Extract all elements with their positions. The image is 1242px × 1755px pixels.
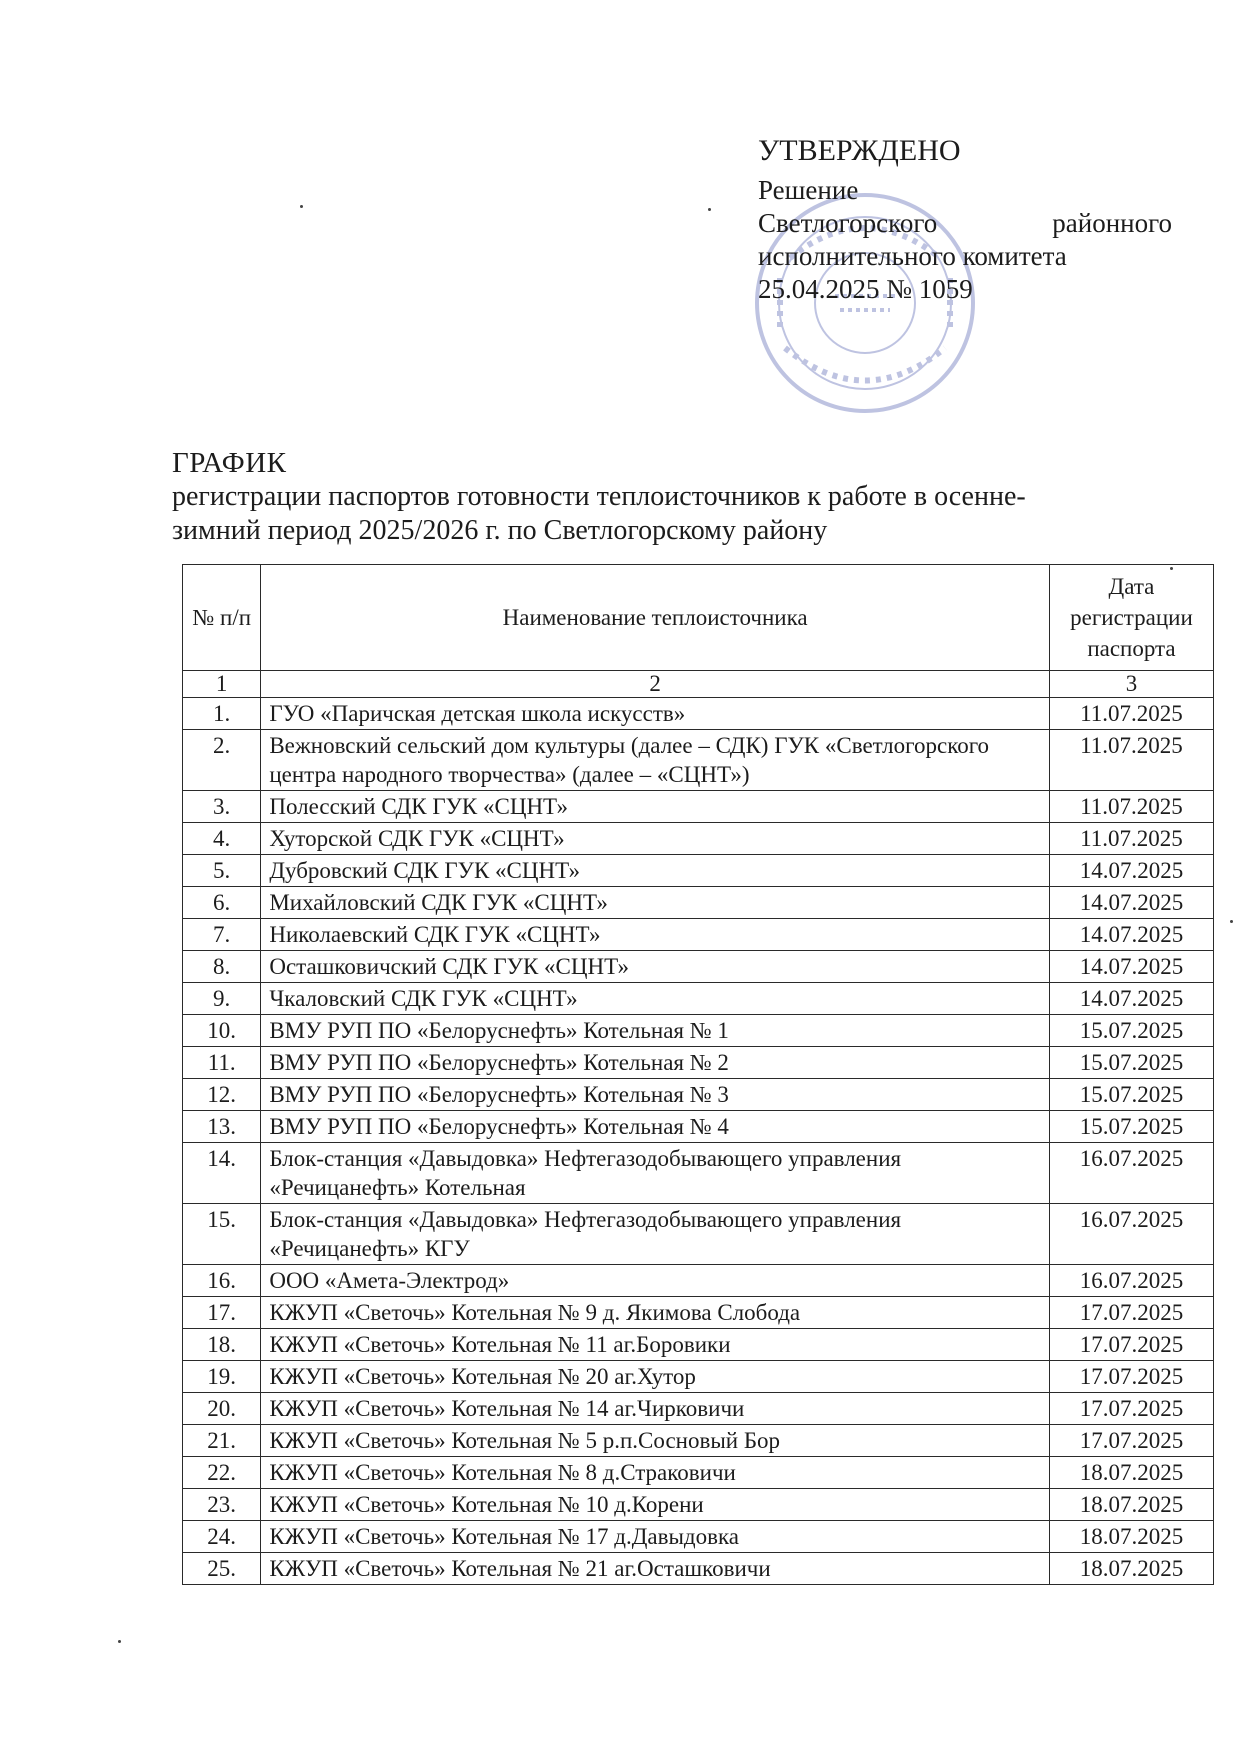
registration-date: 15.07.2025 [1049,1111,1213,1143]
registration-date: 14.07.2025 [1049,855,1213,887]
row-number: 21. [183,1425,261,1457]
header-number: № п/п [183,565,261,671]
table-row [183,1489,1214,1521]
table-row [183,951,1214,983]
approval-title: УТВЕРЖДЕНО [758,134,961,167]
table-row [183,1361,1214,1393]
registration-date: 16.07.2025 [1049,1265,1213,1297]
approval-decision-label: Решение [758,175,859,205]
table-body [183,698,1214,1585]
registration-date: 14.07.2025 [1049,887,1213,919]
document-subtitle-line-1: регистрации паспортов готовности теплоисточников к работе в осенне- [172,481,1026,512]
approval-block [758,132,1172,306]
table-header-row [183,565,1214,671]
table-row [183,1297,1214,1329]
row-number: 17. [183,1297,261,1329]
heat-source-name: Полесский СДК ГУК «СЦНТ» [261,791,1050,823]
table-row [183,1265,1214,1297]
table-row [183,1457,1214,1489]
document-title-block [172,446,1132,548]
registration-date: 18.07.2025 [1049,1521,1213,1553]
table-row [183,730,1214,791]
row-number: 11. [183,1047,261,1079]
table-row [183,1553,1214,1585]
approval-org-type: районного [1052,208,1172,238]
table-row [183,1015,1214,1047]
heat-source-name: Дубровский СДК ГУК «СЦНТ» [261,855,1050,887]
table-row [183,823,1214,855]
row-number: 1. [183,698,261,730]
heat-source-name: ООО «Амета-Электрод» [261,1265,1050,1297]
row-number: 19. [183,1361,261,1393]
heat-source-name: КЖУП «Светочь» Котельная № 14 аг.Чирковичи [261,1393,1050,1425]
heat-source-name: Хуторской СДК ГУК «СЦНТ» [261,823,1050,855]
row-number: 9. [183,983,261,1015]
heat-source-name: Вежновский сельский дом культуры (далее – СДК) ГУК «Светлогорского центра народного творчества» (далее – «СЦНТ») [261,730,1050,791]
registration-date: 18.07.2025 [1049,1553,1213,1585]
registration-date: 14.07.2025 [1049,983,1213,1015]
registration-date: 11.07.2025 [1049,730,1213,791]
table-row [183,1329,1214,1361]
registration-date: 17.07.2025 [1049,1297,1213,1329]
table-row [183,919,1214,951]
heat-source-name: ГУО «Паричская детская школа искусств» [261,698,1050,730]
table-row [183,1521,1214,1553]
heat-source-name: Блок-станция «Давыдовка» Нефтегазодобывающего управления «Речицанефть» Котельная [261,1143,1050,1204]
table-row [183,855,1214,887]
header-name: Наименование теплоисточника [261,565,1050,671]
registration-date: 11.07.2025 [1049,823,1213,855]
table-row [183,1047,1214,1079]
row-number: 8. [183,951,261,983]
heat-source-name: КЖУП «Светочь» Котельная № 17 д.Давыдовка [261,1521,1050,1553]
registration-date: 18.07.2025 [1049,1457,1213,1489]
registration-date: 17.07.2025 [1049,1425,1213,1457]
row-number: 6. [183,887,261,919]
heat-source-name: КЖУП «Светочь» Котельная № 8 д.Страковичи [261,1457,1050,1489]
table-row [183,791,1214,823]
row-number: 25. [183,1553,261,1585]
registration-date: 11.07.2025 [1049,791,1213,823]
approval-org-line [758,207,1172,240]
index-cell: 2 [261,671,1050,698]
row-number: 24. [183,1521,261,1553]
approval-date-number: 25.04.2025 № 1059 [758,274,973,304]
index-cell: 1 [183,671,261,698]
table-row [183,1204,1214,1265]
heat-source-name: КЖУП «Светочь» Котельная № 20 аг.Хутор [261,1361,1050,1393]
heat-source-name: КЖУП «Светочь» Котельная № 5 р.п.Сосновый Бор [261,1425,1050,1457]
heat-source-name: ВМУ РУП ПО «Белоруснефть» Котельная № 1 [261,1015,1050,1047]
scan-speck [1230,920,1233,923]
header-date: Дата регистрации паспорта [1049,565,1213,671]
row-number: 7. [183,919,261,951]
registration-date: 16.07.2025 [1049,1143,1213,1204]
heat-source-name: Михайловский СДК ГУК «СЦНТ» [261,887,1050,919]
heat-source-name: КЖУП «Светочь» Котельная № 9 д. Якимова Слобода [261,1297,1050,1329]
registration-date: 15.07.2025 [1049,1015,1213,1047]
row-number: 18. [183,1329,261,1361]
table-row [183,1143,1214,1204]
scan-speck [118,1640,121,1643]
row-number: 22. [183,1457,261,1489]
table-row [183,1079,1214,1111]
table-row [183,698,1214,730]
registration-date: 16.07.2025 [1049,1204,1213,1265]
row-number: 3. [183,791,261,823]
row-number: 5. [183,855,261,887]
table-index-row [183,671,1214,698]
row-number: 23. [183,1489,261,1521]
row-number: 14. [183,1143,261,1204]
registration-date: 14.07.2025 [1049,951,1213,983]
heat-source-name: Николаевский СДК ГУК «СЦНТ» [261,919,1050,951]
registration-date: 11.07.2025 [1049,698,1213,730]
document-heading: ГРАФИК [172,447,287,479]
heat-source-name: ВМУ РУП ПО «Белоруснефть» Котельная № 4 [261,1111,1050,1143]
row-number: 2. [183,730,261,791]
row-number: 16. [183,1265,261,1297]
heat-source-name: ВМУ РУП ПО «Белоруснефть» Котельная № 3 [261,1079,1050,1111]
approval-org-name: Светлогорского [758,208,938,238]
schedule-table [182,564,1214,1585]
document-subtitle-line-2: зимний период 2025/2026 г. по Светлогорскому району [172,515,828,546]
row-number: 15. [183,1204,261,1265]
heat-source-name: КЖУП «Светочь» Котельная № 21 аг.Осташковичи [261,1553,1050,1585]
row-number: 12. [183,1079,261,1111]
scan-speck [1170,567,1173,570]
row-number: 13. [183,1111,261,1143]
approval-committee: исполнительного комитета [758,241,1067,271]
table-row [183,1393,1214,1425]
table-row [183,983,1214,1015]
registration-date: 15.07.2025 [1049,1079,1213,1111]
registration-date: 15.07.2025 [1049,1047,1213,1079]
scan-speck [708,208,711,211]
registration-date: 17.07.2025 [1049,1361,1213,1393]
heat-source-name: Блок-станция «Давыдовка» Нефтегазодобывающего управления «Речицанефть» КГУ [261,1204,1050,1265]
registration-date: 17.07.2025 [1049,1329,1213,1361]
heat-source-name: КЖУП «Светочь» Котельная № 10 д.Корени [261,1489,1050,1521]
registration-date: 18.07.2025 [1049,1489,1213,1521]
row-number: 20. [183,1393,261,1425]
heat-source-name: ВМУ РУП ПО «Белоруснефть» Котельная № 2 [261,1047,1050,1079]
heat-source-name: Осташковичский СДК ГУК «СЦНТ» [261,951,1050,983]
table-row [183,1111,1214,1143]
row-number: 10. [183,1015,261,1047]
heat-source-name: Чкаловский СДК ГУК «СЦНТ» [261,983,1050,1015]
table-row [183,887,1214,919]
table-row [183,1425,1214,1457]
index-cell: 3 [1049,671,1213,698]
row-number: 4. [183,823,261,855]
scan-speck [300,205,303,208]
registration-date: 17.07.2025 [1049,1393,1213,1425]
registration-date: 14.07.2025 [1049,919,1213,951]
heat-source-name: КЖУП «Светочь» Котельная № 11 аг.Боровики [261,1329,1050,1361]
